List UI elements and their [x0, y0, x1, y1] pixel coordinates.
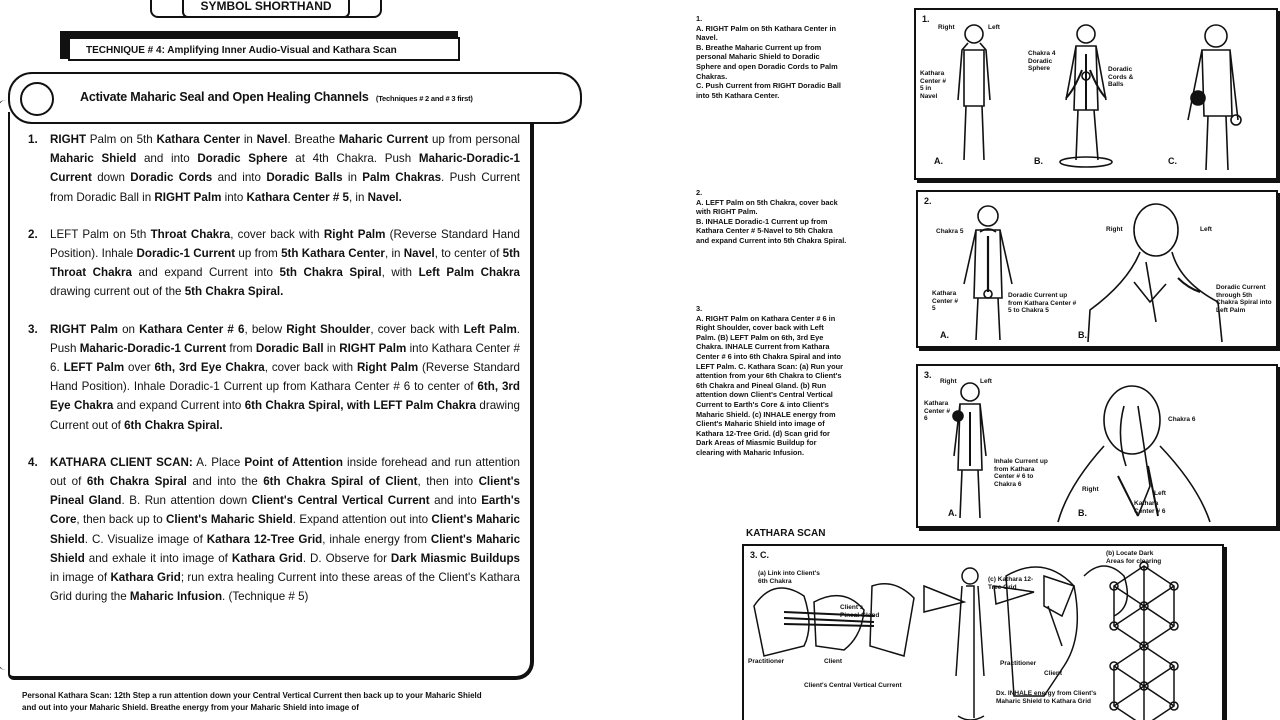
- instruction-item: [28, 130, 520, 207]
- description-line: Kathara 12-Tree Grid. (d) Scan grid for: [696, 428, 830, 438]
- description-line: Chakra. INHALE Current from Kathara: [696, 342, 830, 352]
- instruction-number: 1.: [28, 133, 38, 146]
- diagram-panel-1: 1. Right Left Kathara Center # 5 in Navel Chakra 4 Doradic Sphere Doradic Cords & Balls A. B. C.: [914, 8, 1278, 180]
- instruction-number: 4.: [28, 455, 38, 469]
- description-line: attention from your 6th Chakra to Client's: [696, 371, 842, 381]
- scroll-header: [8, 72, 582, 124]
- description-line: LEFT Palm. C. Kathara Scan: (a) Run your: [696, 361, 844, 371]
- description-line: attention down Client's Central Vertical: [696, 390, 833, 400]
- instruction-number: 2.: [28, 227, 38, 241]
- description-line: 3.: [696, 304, 703, 313]
- description-line: Right Shoulder, cover back with Left: [696, 323, 824, 333]
- description-line: 2.: [696, 188, 703, 197]
- description-line: Chakras.: [696, 71, 728, 81]
- description-line: personal Maharic Shield to Doradic: [696, 52, 820, 62]
- scroll-title: Activate Maharic Seal and Open Healing Channels (Techniques # 2 and # 3 first): [80, 90, 473, 104]
- kathara-scan-heading: KATHARA SCAN: [746, 528, 826, 539]
- instruction-text: LEFT Palm on 5th Throat Chakra, cover back with Right Palm (Reverse Standard Hand Position). Inhale Doradic-1 Current up from 5th Kathara Center, in Navel, to center of 5th Throat Chakra and expand Current into 5th Chakra Spiral, with Left Palm Chakra drawing current out of the 5th Chakra Spiral.: [50, 227, 521, 299]
- instruction-number: 3.: [28, 322, 38, 336]
- description-line: A. LEFT Palm on 5th Chakra, cover back: [696, 197, 838, 207]
- description-line: Maharic Shield. (c) INHALE energy from: [696, 409, 836, 419]
- instruction-text: KATHARA CLIENT SCAN: A. Place Point of Attention inside forehead and run attention out of 6th Chakra Spiral and into the 6th Chakra Spiral of Client, then into Client's Pineal Gland. B. Run attention down Client's Central Vertical Current and into Earth's Core, then back up to Client's Maharic Shield. Expand attention out into Client's Maharic Shield. C. Visualize image of Kathara 12-Tree Grid, inhale energy from Client's Maharic Shield and exhale it into image of Kathara Grid. D. Observe for Dark Miasmic Buildups in image of Kathara Grid; run extra healing Current into these areas of the Client's Kathara Grid during the Maharic Infusion. (Technique # 5): [50, 455, 521, 604]
- description-line: Current to Earth's Core & into Client's: [696, 399, 829, 409]
- right-page: [640, 0, 1280, 720]
- description-line: Sphere and open Doradic Cords to Palm: [696, 61, 838, 71]
- step-description-3: [696, 304, 843, 458]
- description-line: 6th Chakra and Pineal Gland. (b) Run: [696, 380, 827, 390]
- footer-text: Personal Kathara Scan: 12th Step a run attention down your Central Vertical Current then back up to your Maharic Shield and out into your Maharic Shield. Breathe energy from your Maharic Shield into image of: [22, 691, 482, 712]
- description-line: A. RIGHT Palm on Kathara Center # 6 in: [696, 313, 836, 323]
- instruction-item: [28, 320, 520, 435]
- description-line: Kathara Center # 5-Navel to 5th Chakra: [696, 226, 833, 236]
- diagram-panel-2: 2. Chakra 5 Right Left Kathara Center # 5 Doradic Current up from Kathara Center # 5 to Chakra 5 Doradic Current through 5th Chakra Spiral into Left Palm A. B.: [916, 190, 1278, 348]
- instruction-list: [28, 130, 520, 624]
- description-line: Palm. (B) LEFT Palm on 6th, 3rd Eye: [696, 332, 824, 342]
- description-line: with RIGHT Palm.: [696, 207, 758, 217]
- technique-tab: [60, 31, 464, 67]
- instruction-text: RIGHT Palm on Kathara Center # 6, below Right Shoulder, cover back with Left Palm. Push Maharic-Doradic-1 Current from Doradic Ball in RIGHT Palm into Kathara Center # 6. LEFT Palm over 6th, 3rd Eye Chakra, cover back with Right Palm (Reverse Standard Hand Position). Inhale Doradic-1 Current up from Kathara Center # 6 to center of 6th, 3rd Eye Chakra and expand Current into 6th Chakra Spiral, with LEFT Palm Chakra drawing Current out of 6th Chakra Spiral.: [50, 322, 521, 432]
- description-line: clearing with Maharic Infusion.: [696, 447, 805, 457]
- description-line: 1.: [696, 14, 703, 23]
- description-line: Dark Areas of Miasmic Buildup for: [696, 438, 817, 448]
- diagram-panel-kathara-scan: 3. C. (a) Link into Client's 6th Chakra Client's Pineal Gland Practitioner Client Client's Central Vertical Current (c) Kathara 12-Tree Grid Practitioner (b) Locate Dark Areas for clearing Client Dx. INHALE energy from Client's Maharic Shield to Kathara Grid: [742, 544, 1224, 720]
- throat-chakra-diagram: [918, 192, 1276, 346]
- description-line: C. Push Current from RIGHT Doradic Ball: [696, 81, 841, 91]
- diagram-panel-3: 3. Right Left Kathara Center # 6 Chakra 6 Inhale Current up from Kathara Center # 6 to Chakra 6 Right Left Kathara Center # 6 A. B.: [916, 364, 1278, 528]
- description-line: Navel.: [696, 33, 718, 43]
- description-line: Client's Maharic Shield into image of: [696, 419, 825, 429]
- instruction-item: [28, 453, 520, 607]
- description-line: into 5th Kathara Center.: [696, 90, 780, 100]
- step-description-1: [696, 14, 841, 100]
- description-line: B. Breathe Maharic Current up from: [696, 42, 822, 52]
- body-figures-diagram: [916, 10, 1276, 178]
- scroll-curl-icon: [20, 82, 54, 116]
- instruction-text: RIGHT Palm on 5th Kathara Center in Navel. Breathe Maharic Current up from personal Maharic Shield and into Doradic Sphere at 4th Chakra. Push Maharic-Doradic-1 Current down Doradic Cords and into Doradic Balls in Palm Chakras. Push Current from Doradic Ball in RIGHT Palm into Kathara Center # 5, in Navel.: [50, 133, 521, 204]
- description-line: Center # 6 into 6th Chakra Spiral and into: [696, 351, 841, 361]
- description-line: A. RIGHT Palm on 5th Kathara Center in: [696, 23, 837, 33]
- top-banner: [150, 0, 382, 18]
- description-line: B. INHALE Doradic-1 Current up from: [696, 216, 828, 226]
- description-line: and expand Current into 5th Chakra Spiral.: [696, 235, 847, 245]
- technique-title: TECHNIQUE # 4: Amplifying Inner Audio-Visual and Kathara Scan: [68, 37, 460, 61]
- third-eye-diagram: [918, 366, 1276, 526]
- scroll-subtitle: (Techniques # 2 and # 3 first): [375, 94, 473, 103]
- step-description-2: [696, 188, 846, 246]
- instruction-item: [28, 225, 520, 302]
- top-banner-label: SYMBOL SHORTHAND: [182, 0, 350, 18]
